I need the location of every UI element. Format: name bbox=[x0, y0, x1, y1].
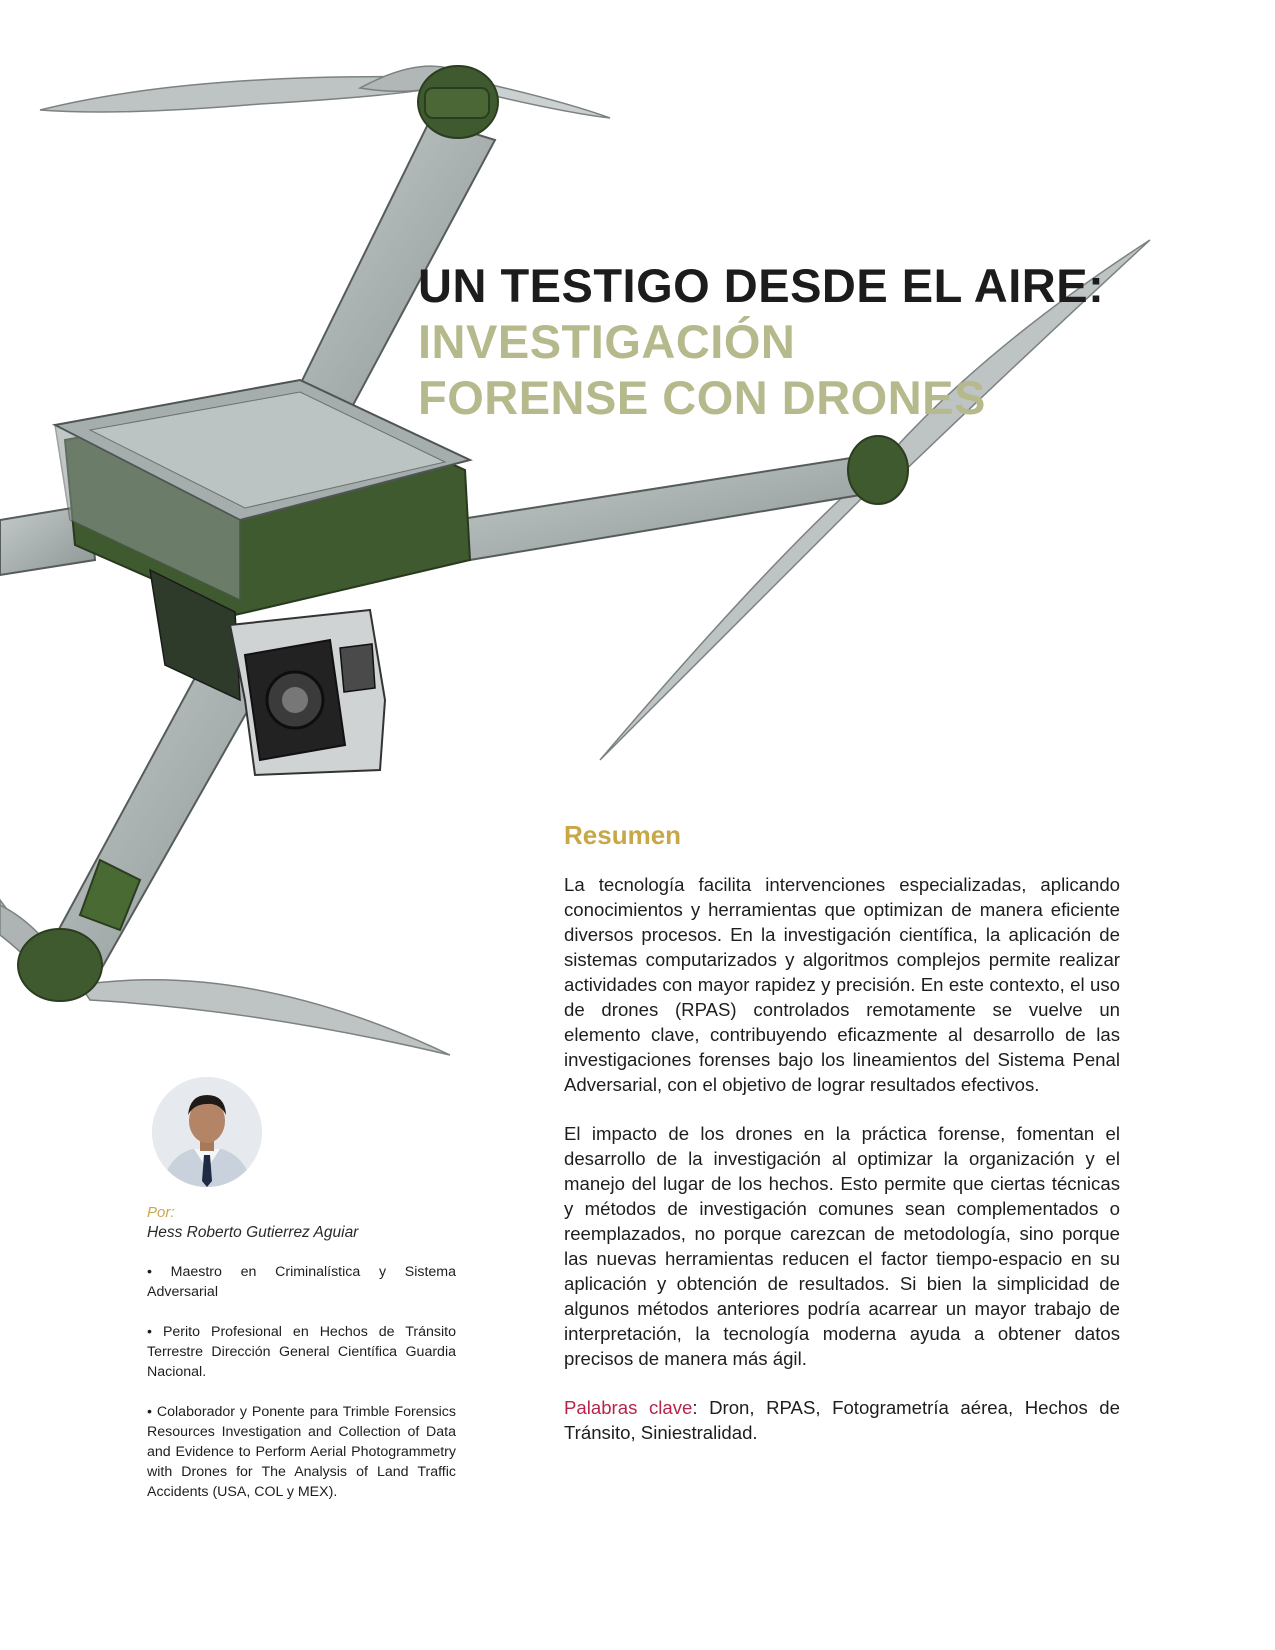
drone-body bbox=[55, 380, 470, 615]
author-credentials bbox=[147, 1262, 456, 1522]
abstract-paragraph: El impacto de los drones en la práctica forense, fomentan el desarrollo de la investigación al optimizar la organización y el manejo del lugar de los hechos. Esto permite que ciertas técnicas y métodos de investigación comunes sean complementados o reemplazados, no porque carezcan de metodología, sino porque las nuevas herramientas reducen el factor tiempo-espacio en su aplicación y obtención de resultados. Si bien la simplicidad de algunos métodos anteriores podría acarrear un mayor trabajo de interpretación, la tecnología moderna ayuda a obtener datos precisos de manera más ágil. bbox=[564, 1123, 1120, 1369]
by-label: Por: bbox=[147, 1204, 175, 1221]
credential-item: • Maestro en Criminalística y Sistema Adversarial bbox=[147, 1264, 456, 1300]
author-avatar bbox=[152, 1077, 262, 1187]
author-name: Hess Roberto Gutierrez Aguiar bbox=[147, 1224, 359, 1241]
abstract-paragraph: La tecnología facilita intervenciones especializadas, aplicando conocimientos y herramientas que optimizan de manera eficiente diversos procesos. En la investigación científica, la aplicación de sistemas computarizados y algoritmos complejos permite realizar actividades con mayor rapidez y precisión. En este contexto, el uso de drones (RPAS) controlados remotamente se vuelve un elemento clave, contribuyendo eficazmente al desarrollo de las investigaciones forenses bajo los lineamientos del Sistema Penal Adversarial, con el objetivo de lograr resultados efectivos. bbox=[564, 874, 1120, 1095]
keywords bbox=[564, 1395, 1120, 1445]
keywords-text: : Dron, RPAS, Fotogrametría aérea, Hechos de Tránsito, Siniestralidad. bbox=[564, 1397, 1120, 1443]
abstract-body bbox=[564, 872, 1120, 1469]
keywords-label: Palabras clave bbox=[564, 1397, 693, 1418]
abstract-heading: Resumen bbox=[564, 820, 682, 850]
title-line-2: INVESTIGACIÓN FORENSE CON DRONES bbox=[418, 315, 986, 424]
credential-item: • Colaborador y Ponente para Trimble Forensics Resources Investigation and Collection of Data and Evidence to Perform Aerial Photogrammetry with Drones for The Analysis of Land Traffic Accidents (USA, COL y MEX). bbox=[147, 1404, 456, 1500]
author-portrait bbox=[152, 1077, 262, 1187]
article-title bbox=[418, 258, 1238, 426]
title-line-1: UN TESTIGO DESDE EL AIRE: bbox=[418, 259, 1105, 312]
credential-item: • Perito Profesional en Hechos de Tránsito Terrestre Dirección General Científica Guardia Nacional. bbox=[147, 1324, 456, 1380]
